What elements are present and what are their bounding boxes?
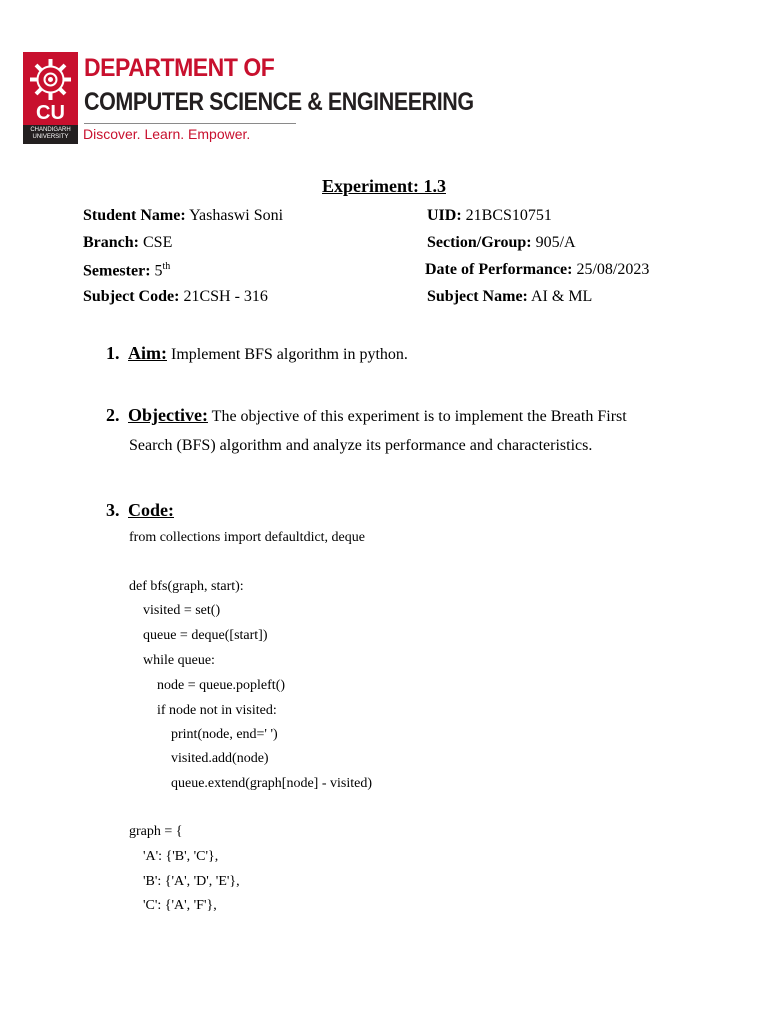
code-line: print(node, end=' '): [129, 727, 278, 742]
code-section: [106, 495, 174, 527]
aim-number: 1.: [106, 343, 120, 363]
branch-row: [83, 234, 172, 252]
aim-heading: Aim:: [128, 343, 167, 363]
experiment-title: Experiment: 1.3: [322, 176, 446, 196]
aim-text: Implement BFS algorithm in python.: [167, 346, 408, 363]
objective-text-line1: The objective of this experiment is to implement the Breath First: [207, 408, 627, 425]
department-title-line1: DEPARTMENT OF: [84, 54, 275, 82]
code-line: visited.add(node): [129, 751, 269, 766]
code-heading: Code:: [128, 500, 174, 520]
subject-code-label: Subject Code:: [83, 288, 180, 305]
student-name-value: Yashaswi Soni: [185, 207, 284, 224]
header-divider: [84, 123, 296, 124]
university-tagline: Discover. Learn. Empower.: [83, 126, 251, 142]
code-line: from collections import defaultdict, deque: [129, 530, 365, 545]
uid-label: UID:: [427, 207, 462, 224]
subject-code-value: 21CSH - 316: [179, 288, 268, 305]
objective-text-line2: Search (BFS) algorithm and analyze its performance and characteristics.: [129, 437, 593, 454]
code-line: graph = {: [129, 824, 183, 839]
code-line: 'A': {'B', 'C'},: [129, 849, 219, 864]
code-number: 3.: [106, 500, 120, 520]
semester-row: [83, 261, 170, 280]
subject-code-row: [83, 288, 268, 306]
code-line: def bfs(graph, start):: [129, 579, 244, 594]
logo-university-name: CHANDIGARH UNIVERSITY: [23, 125, 78, 144]
gear-emblem-icon: [28, 57, 73, 102]
branch-label: Branch:: [83, 234, 139, 251]
uid-row: [427, 207, 552, 225]
code-line: if node not in visited:: [129, 703, 277, 718]
section-row: [427, 234, 576, 252]
subject-name-value: AI & ML: [527, 288, 593, 305]
semester-value: 5: [150, 262, 163, 280]
date-row: [425, 261, 649, 279]
uid-value: 21BCS10751: [461, 207, 552, 224]
objective-number: 2.: [106, 405, 120, 425]
section-label: Section/Group:: [427, 234, 532, 251]
section-value: 905/A: [531, 234, 576, 251]
date-value: 25/08/2023: [572, 261, 650, 278]
semester-label: Semester:: [83, 262, 151, 280]
student-name-row: [83, 207, 283, 225]
code-line: 'B': {'A', 'D', 'E'},: [129, 874, 240, 889]
objective-heading: Objective:: [128, 405, 208, 425]
code-line: queue.extend(graph[node] - visited): [129, 776, 372, 791]
code-line: visited = set(): [129, 603, 221, 618]
aim-section: [106, 338, 408, 370]
subject-name-row: [427, 288, 592, 306]
student-name-label: Student Name:: [83, 207, 186, 224]
code-line: queue = deque([start]): [129, 628, 268, 643]
university-logo: [23, 52, 78, 144]
code-line: while queue:: [129, 653, 215, 668]
code-line: 'C': {'A', 'F'},: [129, 898, 217, 913]
branch-value: CSE: [139, 234, 173, 251]
semester-suffix: th: [162, 261, 171, 272]
objective-section: [106, 400, 706, 432]
department-title-line2: COMPUTER SCIENCE & ENGINEERING: [84, 88, 474, 116]
date-label: Date of Performance:: [425, 261, 573, 278]
code-line: node = queue.popleft(): [129, 678, 286, 693]
subject-name-label: Subject Name:: [427, 288, 528, 305]
logo-initials: CU: [36, 102, 65, 124]
